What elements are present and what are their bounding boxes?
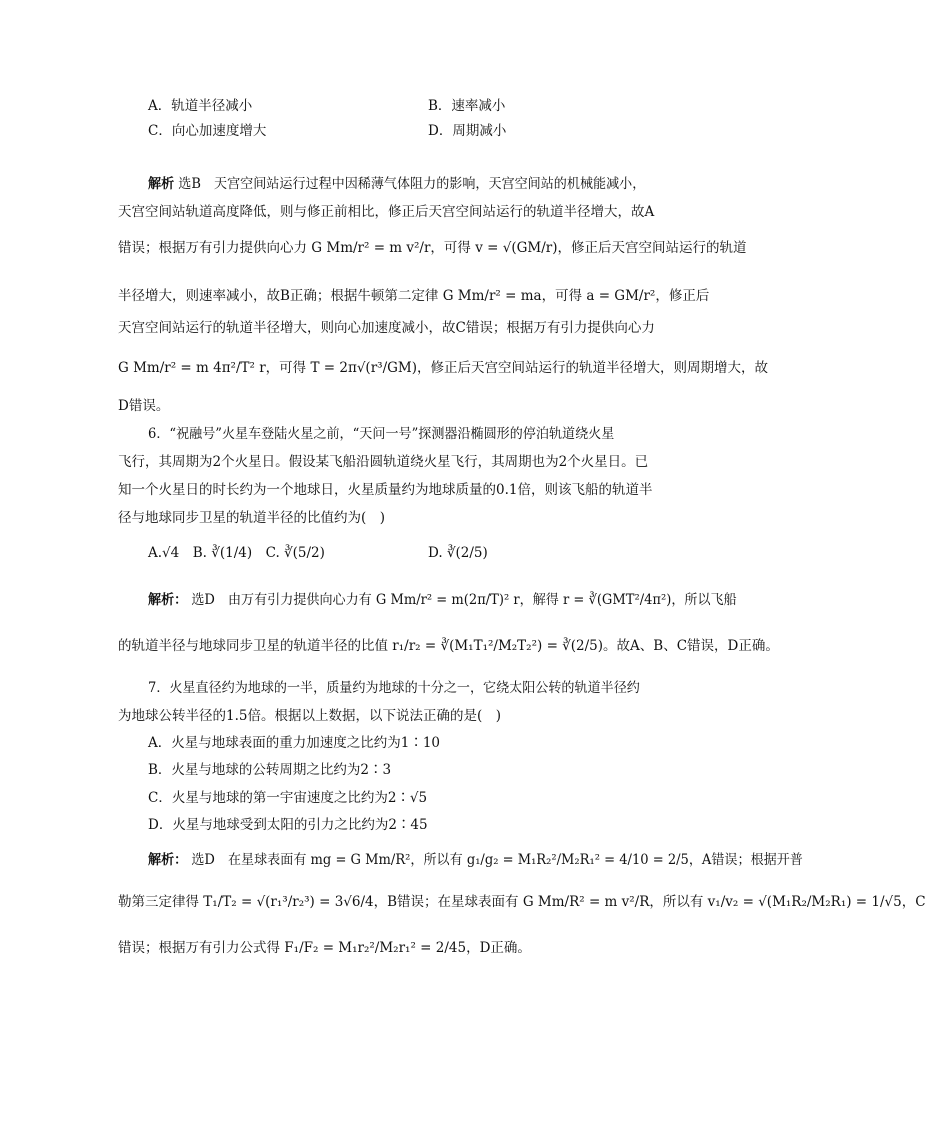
q7-analysis-line-1: 解析： 选D 在星球表面有 mg = G Mm/R²，所以有 g₁/g₂ = M₁R₂²/M₂R₁² = 4/10 = 2/5，A错误；根据开普 — [148, 852, 803, 868]
q5-analysis-line-3: 错误；根据万有引力提供向心力 G Mm/r² = m v²/r，可得 v = √(GM/r)，修正后天宫空间站运行的轨道 — [118, 240, 747, 256]
q5-option-d: D．周期减小 — [428, 123, 507, 139]
analysis-label: 解析： — [148, 592, 188, 608]
q5-option-a: A．轨道半径减小 — [148, 98, 253, 114]
q6-analysis-line-1: 解析： 选D 由万有引力提供向心力有 G Mm/r² = m(2π/T)² r，解得 r = ∛(GMT²/4π²)，所以飞船 — [148, 592, 737, 608]
analysis-label: 解析： — [148, 852, 188, 868]
q5-analysis-line-6: G Mm/r² = m 4π²/T² r，可得 T = 2π√(r³/GM)，修正后天宫空间站运行的轨道半径增大，则周期增大，故 — [118, 360, 768, 376]
q6-line-4: 径与地球同步卫星的轨道半径的比值约为( ) — [118, 510, 386, 526]
q7-option-d: D．火星与地球受到太阳的引力之比约为2∶45 — [148, 817, 428, 833]
q5-option-c: C．向心加速度增大 — [148, 123, 267, 139]
q6-options-abc: A.√4 B. ∛(1/4) C. ∛(5/2) — [148, 545, 325, 561]
q7-line-1: 7．火星直径约为地球的一半，质量约为地球的十分之一，它绕太阳公转的轨道半径约 — [148, 680, 640, 696]
q7-option-c: C．火星与地球的第一宇宙速度之比约为2∶√5 — [148, 790, 428, 806]
q6-line-2: 飞行，其周期为2个火星日。假设某飞船沿圆轨道绕火星飞行，其周期也为2个火星日。已 — [118, 454, 649, 470]
q5-analysis-line-2: 天宫空间站轨道高度降低，则与修正前相比，修正后天宫空间站运行的轨道半径增大，故A — [118, 204, 655, 220]
q5-analysis-line-7: D错误。 — [118, 398, 170, 414]
q7-line-2: 为地球公转半径的1.5倍。根据以上数据，以下说法正确的是( ) — [118, 708, 502, 724]
q5-option-b: B．速率减小 — [428, 98, 506, 114]
q5-analysis-line-4: 半径增大，则速率减小，故B正确；根据牛顿第二定律 G Mm/r² = ma，可得 a = GM/r²，修正后 — [118, 288, 710, 304]
q7-analysis-line-2: 勒第三定律得 T₁/T₂ = √(r₁³/r₂³) = 3√6/4，B错误；在星球表面有 G Mm/R² = m v²/R，所以有 v₁/v₂ = √(M₁R₂/M₂R₁) = 1/√5，C — [118, 894, 926, 910]
q6-line-1: 6．“祝融号”火星车登陆火星之前，“天问一号”探测器沿椭圆形的停泊轨道绕火星 — [148, 426, 615, 442]
q7-analysis-line-3: 错误；根据万有引力公式得 F₁/F₂ = M₁r₂²/M₂r₁² = 2/45，D正确。 — [118, 940, 531, 956]
q6-option-d: D. ∛(2/5) — [428, 545, 488, 561]
analysis-label: 解析 — [148, 176, 175, 192]
q6-line-3: 知一个火星日的时长约为一个地球日，火星质量约为地球质量的0.1倍，则该飞船的轨道半 — [118, 482, 653, 498]
q7-option-b: B．火星与地球的公转周期之比约为2∶3 — [148, 762, 392, 778]
q6-analysis-line-2: 的轨道半径与地球同步卫星的轨道半径的比值 r₁/r₂ = ∛(M₁T₁²/M₂T₂²) = ∛(2/5)。故A、B、C错误，D正确。 — [118, 638, 779, 654]
q5-analysis-line-1: 解析 选B 天宫空间站运行过程中因稀薄气体阻力的影响，天宫空间站的机械能减小， — [148, 176, 646, 192]
q7-option-a: A．火星与地球表面的重力加速度之比约为1∶10 — [148, 735, 441, 751]
q5-analysis-line-5: 天宫空间站运行的轨道半径增大，则向心加速度减小，故C错误；根据万有引力提供向心力 — [118, 320, 655, 336]
